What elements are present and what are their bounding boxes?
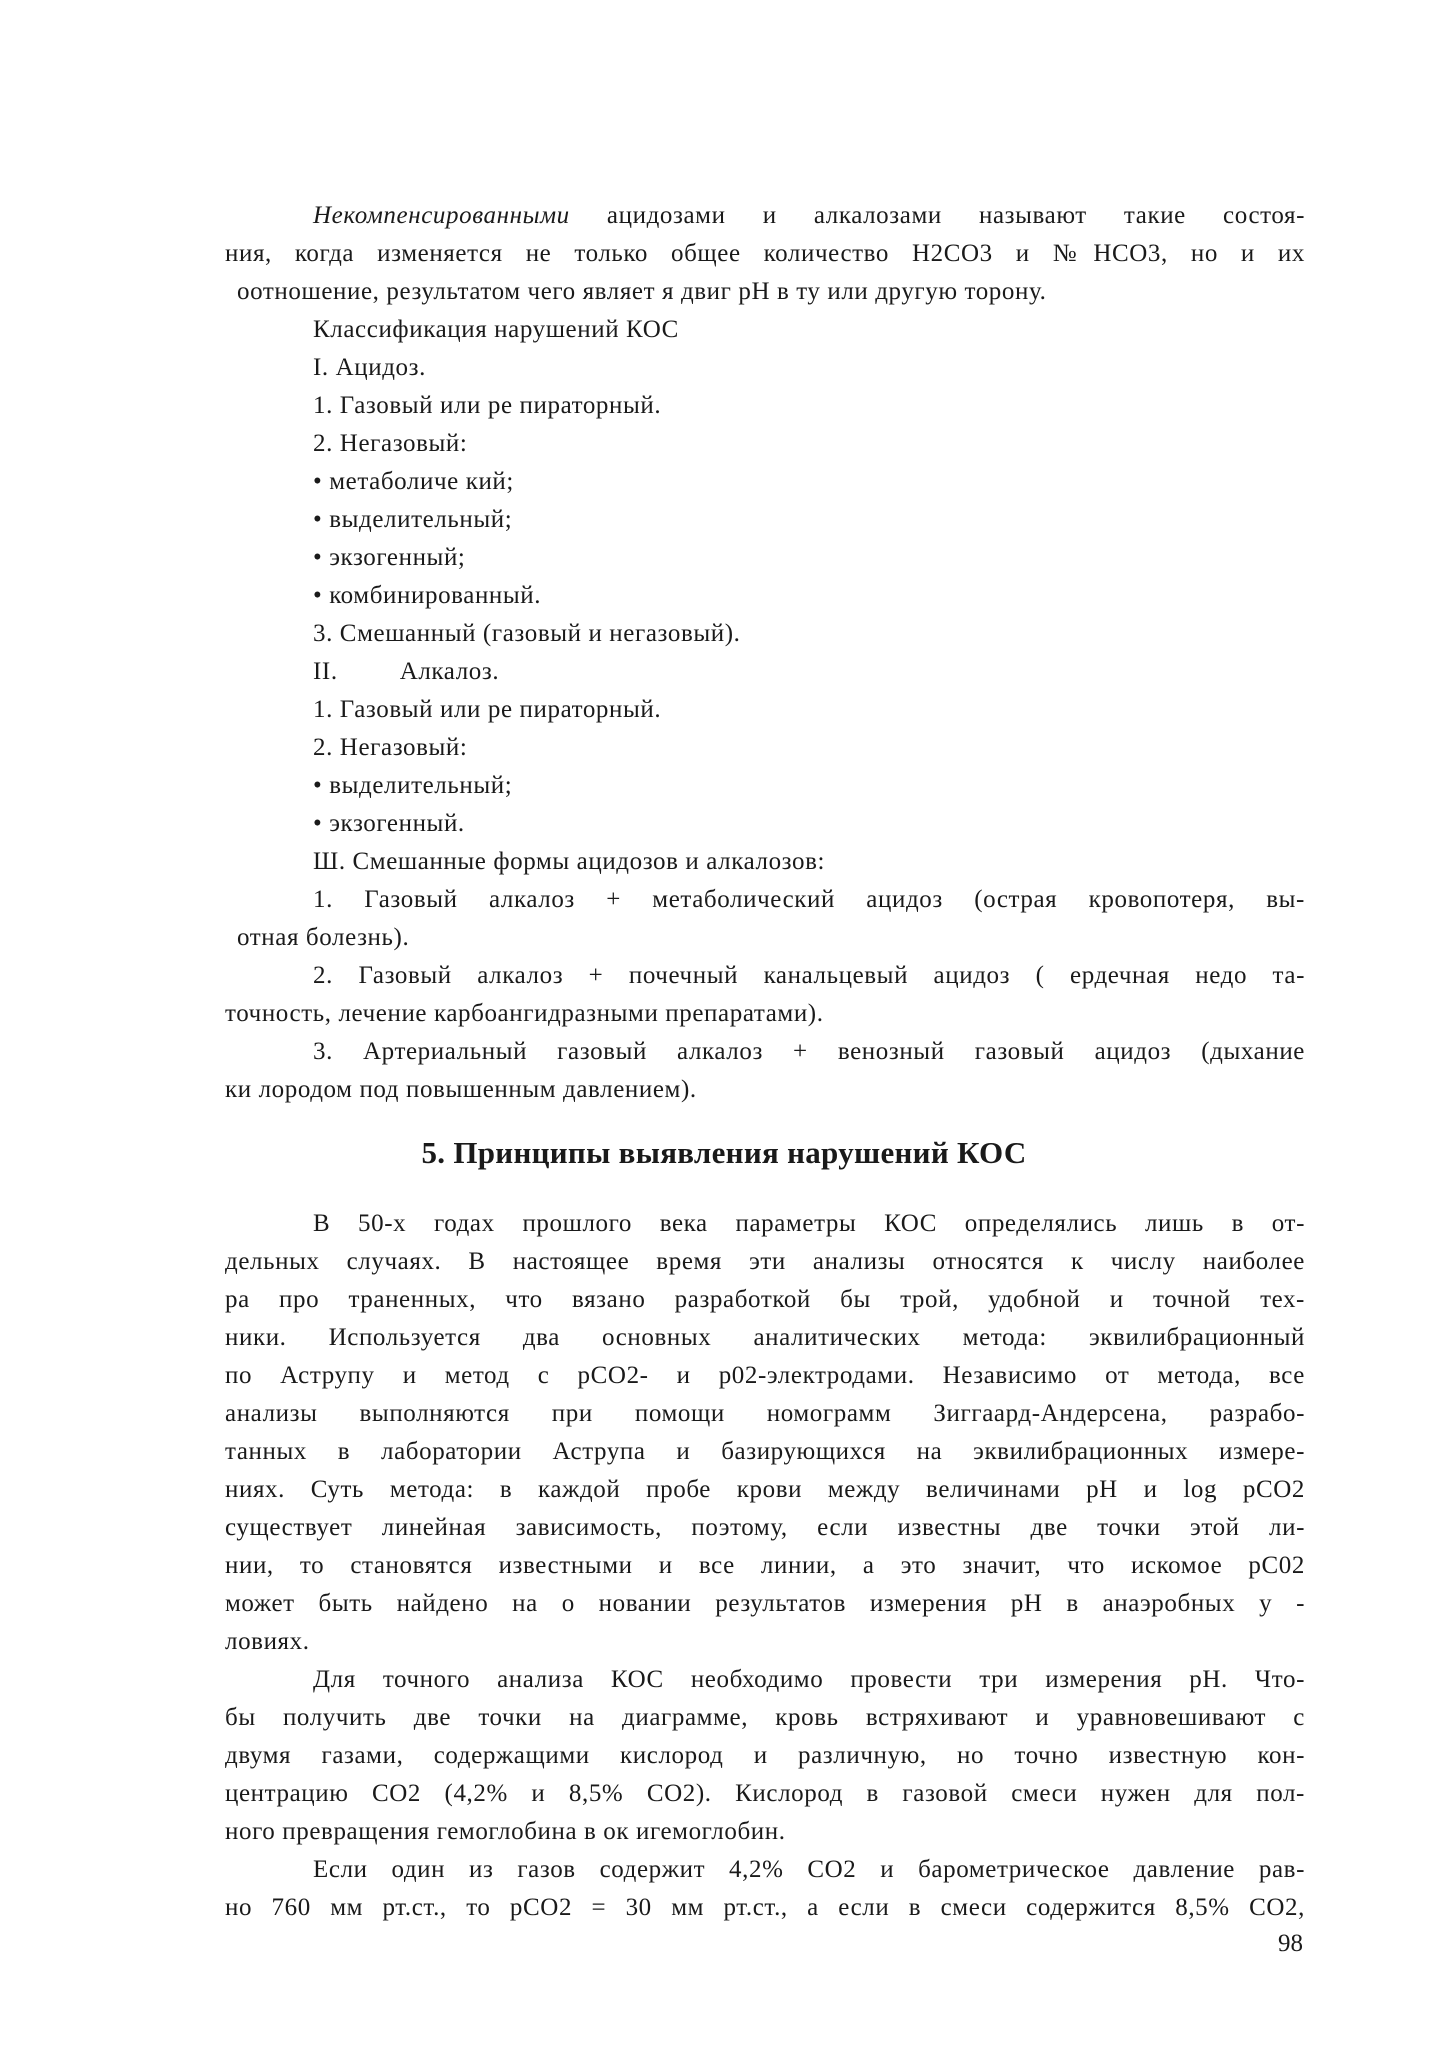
s5-p1-line-4: ники. Используется два основных аналитических метода: эквилибрационный (225, 1324, 1305, 1351)
para1-line1-rest: ацидозами и алкалозами называют такие состоя- (569, 202, 1305, 229)
s5-p2-line-5: ного превращения гемоглобина в ок игемоглобин. (225, 1818, 786, 1845)
s5-p1-line-8: ниях. Суть метода: в каждой пробе крови между величинами pH и log pCO2 (225, 1476, 1305, 1503)
mixed-2-line1: 2. Газовый алкалоз + почечный канальцевый ацидоз ( ердечная недо та- (313, 962, 1305, 989)
acidosis-sub-1: • метаболиче кий; (313, 468, 514, 495)
acidosis-sub-3: • экзогенный; (313, 544, 466, 571)
mixed-3-line1: 3. Артериальный газовый алкалоз + венозный газовый ацидоз (дыхание (313, 1038, 1305, 1065)
classification-title: Классификация нарушений КОС (313, 316, 679, 343)
alkalosis-item-2: 2. Негазовый: (313, 734, 468, 761)
alkalosis-label: Алкалоз. (399, 658, 500, 685)
alkalosis-sub-1: • выделительный; (313, 772, 513, 799)
alkalosis-sub-2: • экзогенный. (313, 810, 465, 837)
acidosis-sub-4: • комбинированный. (313, 582, 542, 609)
mixed-3-line2: ки лородом под повышенным давлением). (225, 1076, 697, 1103)
s5-p1-line-2: дельных случаях. В настоящее время эти анализы относятся к числу наиболее (225, 1248, 1305, 1275)
mixed-2-line2: точность, лечение карбоангидразными препаратами). (225, 1000, 824, 1027)
s5-p2-line-2: бы получить две точки на диаграмме, кровь встряхивают и уравновешивают с (225, 1704, 1305, 1731)
s5-p1-line-6: анализы выполняются при помощи номограмм Зиггаард-Андерсена, разрабо- (225, 1400, 1305, 1427)
page-number: 98 (1278, 1930, 1303, 1957)
para1-line3: оотношение, результатом чего являет я двиг pH в ту или другую торону. (237, 278, 1047, 305)
s5-p2-line-3: двумя газами, содержащими кислород и различную, но точно известную кон- (225, 1742, 1305, 1769)
s5-p2-line-1: Для точного анализа КОС необходимо провести три измерения pH. Что- (313, 1666, 1305, 1693)
para1-line1 (313, 197, 1305, 234)
alkalosis-item-1: 1. Газовый или ре пираторный. (313, 696, 662, 723)
s5-p1-line-9: существует линейная зависимость, поэтому, если известны две точки этой ли- (225, 1514, 1305, 1541)
s5-p1-line-7: танных в лаборатории Аструпа и базирующихся на эквилибрационных измере- (225, 1438, 1305, 1465)
s5-p1-line-5: по Аструпу и метод с pCO2- и p02-электродами. Независимо от метода, все (225, 1362, 1305, 1389)
acidosis-heading: I. Ацидоз. (313, 354, 426, 381)
italic-term: Некомпенсированными (313, 202, 570, 229)
s5-p1-line-10: нии, то становятся известными и все линии, а это значит, что искомое pC02 (225, 1552, 1305, 1579)
s5-p1-line-11: может быть найдено на о новании результатов измерения pH в анаэробных у - (225, 1590, 1305, 1617)
s5-p3-line-2: но 760 мм рт.ст., то pCO2 = 30 мм рт.ст., а если в смеси содержится 8,5% CO2, (225, 1894, 1305, 1921)
alkalosis-heading (313, 653, 499, 690)
acidosis-sub-2: • выделительный; (313, 506, 513, 533)
mixed-heading: Ш. Смешанные формы ацидозов и алкалозов: (313, 848, 826, 875)
acidosis-item-3: 3. Смешанный (газовый и негазовый). (313, 620, 741, 647)
s5-p1-line-12: ловиях. (225, 1628, 310, 1655)
mixed-1-line2: отная болезнь). (237, 924, 410, 951)
alkalosis-numeral: II. (313, 658, 338, 685)
s5-p3-line-1: Если один из газов содержит 4,2% CO2 и барометрическое давление рав- (313, 1856, 1305, 1883)
acidosis-item-1: 1. Газовый или ре пираторный. (313, 392, 662, 419)
s5-p2-line-4: центрацию CO2 (4,2% и 8,5% CO2). Кислород в газовой смеси нужен для пол- (225, 1780, 1305, 1807)
s5-p1-line-1: В 50-х годах прошлого века параметры КОС определялись лишь в от- (313, 1210, 1305, 1237)
s5-p1-line-3: ра про траненных, что вязано разработкой бы трой, удобной и точной тех- (225, 1286, 1305, 1313)
section-heading: 5. Принципы выявления нарушений КОС (421, 1135, 1027, 1170)
acidosis-item-2: 2. Негазовый: (313, 430, 468, 457)
para1-line2: ния, когда изменяется не только общее количество H2CO3 и №HCO3, но и их (225, 240, 1305, 267)
mixed-1-line1: 1. Газовый алкалоз + метаболический ацидоз (острая кровопотеря, вы- (313, 886, 1305, 913)
